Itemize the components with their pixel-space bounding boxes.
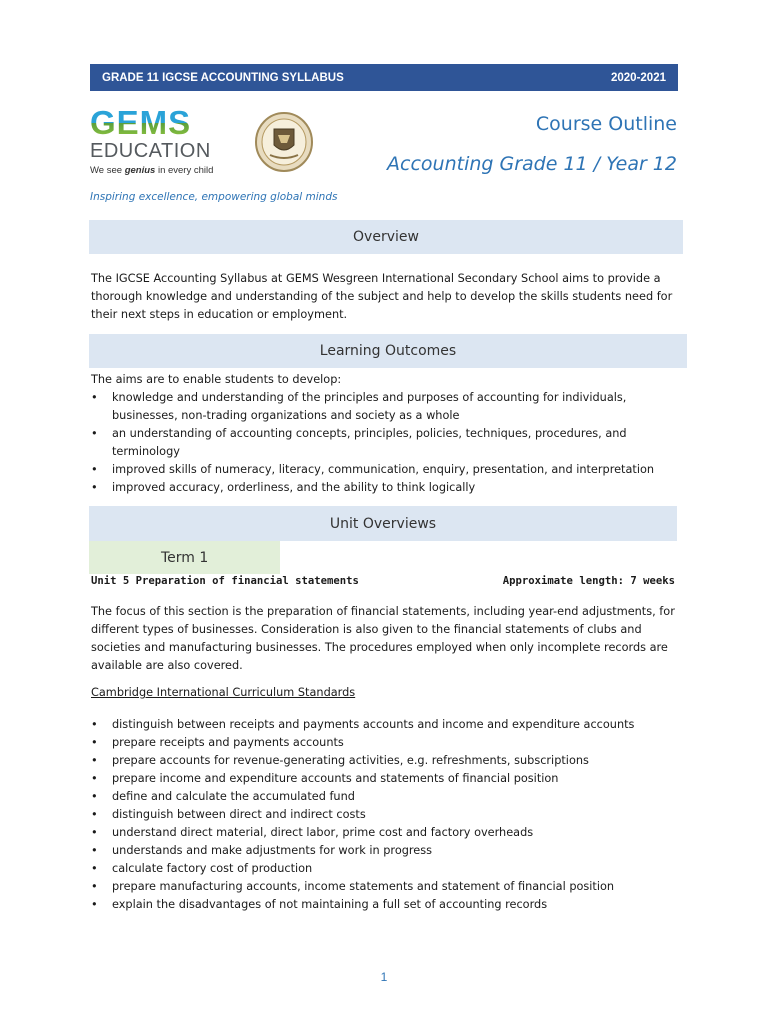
school-crest-icon <box>254 111 314 173</box>
list-item: • define and calculate the accumulated fund <box>91 788 681 806</box>
page-number: 1 <box>380 970 388 984</box>
list-item: • prepare accounts for revenue-generating activities, e.g. refreshments, subscriptions <box>91 752 681 770</box>
unit-title-row <box>91 575 675 587</box>
course-title: Accounting Grade 11 / Year 12 <box>387 153 677 175</box>
course-outline-title: Course Outline <box>535 113 677 135</box>
header-year: 2020-2021 <box>611 71 666 84</box>
gems-logo-word: GEMS <box>90 108 240 138</box>
list-item: • understands and make adjustments for work in progress <box>91 842 681 860</box>
list-item: • prepare income and expenditure accounts and statements of financial position <box>91 770 681 788</box>
gems-education-logo <box>90 104 240 176</box>
list-item: • explain the disadvantages of not maintaining a full set of accounting records <box>91 896 681 914</box>
standards-list <box>91 716 681 914</box>
unit-overviews-heading: Unit Overviews <box>89 506 677 541</box>
learning-outcomes-list <box>91 389 681 497</box>
list-item: • distinguish between receipts and payments accounts and income and expenditure accounts <box>91 716 681 734</box>
header-title: GRADE 11 IGCSE ACCOUNTING SYLLABUS <box>102 71 344 84</box>
logo-tagline: We see genius in every child <box>90 165 214 176</box>
list-item: • improved skills of numeracy, literacy, communication, enquiry, presentation, and interpretation <box>91 461 681 479</box>
list-item: • improved accuracy, orderliness, and the ability to think logically <box>91 479 681 497</box>
learning-outcomes-heading: Learning Outcomes <box>89 334 687 368</box>
education-logo-word: EDUCATION <box>90 140 211 162</box>
list-item: • distinguish between direct and indirect costs <box>91 806 681 824</box>
standards-heading: Cambridge International Curriculum Standards <box>91 686 356 699</box>
school-motto: Inspiring excellence, empowering global minds <box>90 191 338 203</box>
overview-text: The IGCSE Accounting Syllabus at GEMS Wesgreen International Secondary School aims to provide a thorough knowledge and understanding of the subject and help to develop the skills students need for their next steps in education or employment. <box>91 272 673 321</box>
list-item: • prepare manufacturing accounts, income statements and statement of financial position <box>91 878 681 896</box>
list-item: • prepare receipts and payments accounts <box>91 734 681 752</box>
unit-title: Unit 5 Preparation of financial statements <box>91 575 359 587</box>
list-item: • calculate factory cost of production <box>91 860 681 878</box>
header-bar <box>90 64 678 91</box>
list-item: • understand direct material, direct labor, prime cost and factory overheads <box>91 824 681 842</box>
term-label: Term 1 <box>89 541 280 574</box>
learning-outcomes-intro: The aims are to enable students to develop: <box>91 373 342 386</box>
list-item: • knowledge and understanding of the principles and purposes of accounting for individuals, businesses, non-trading organizations and society as a whole <box>91 389 681 425</box>
unit-length: Approximate length: 7 weeks <box>502 575 675 587</box>
list-item: • an understanding of accounting concepts, principles, policies, techniques, procedures, and terminology <box>91 425 681 461</box>
overview-heading: Overview <box>89 220 683 254</box>
unit-description: The focus of this section is the preparation of financial statements, including year-end adjustments, for different types of businesses. Consideration is also given to the financial statements of clubs and societies and manufacturing businesses. The procedures employed when only incomplete records are available are also covered. <box>91 605 675 672</box>
